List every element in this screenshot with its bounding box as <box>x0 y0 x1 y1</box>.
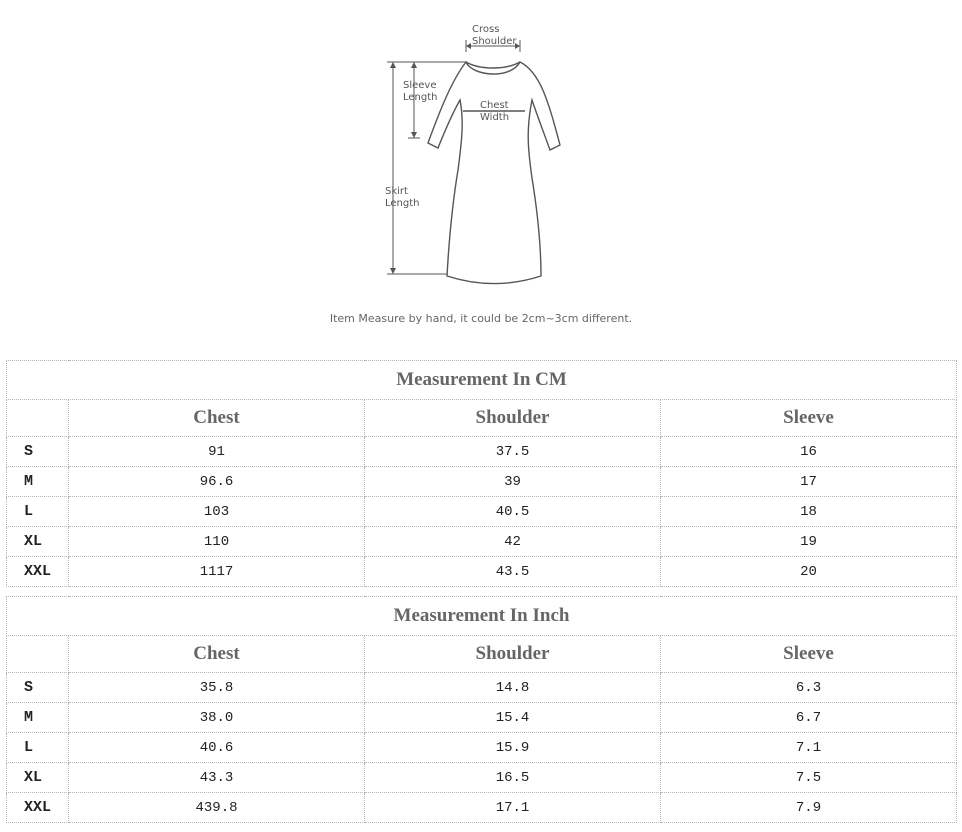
shoulder-cell: 17.1 <box>365 793 661 823</box>
chest-cell: 40.6 <box>69 733 365 763</box>
size-cell: L <box>7 497 69 527</box>
dress-outline <box>428 62 560 284</box>
size-cell: S <box>7 437 69 467</box>
cross-shoulder-label-2: Shoulder <box>472 36 517 47</box>
sleeve-cell: 7.5 <box>661 763 957 793</box>
shoulder-cell: 40.5 <box>365 497 661 527</box>
sleeve-cell: 20 <box>661 557 957 587</box>
sleeve-cell: 7.9 <box>661 793 957 823</box>
header-shoulder: Shoulder <box>365 400 661 437</box>
header-size <box>7 400 69 437</box>
chest-cell: 38.0 <box>69 703 365 733</box>
sleeve-cell: 7.1 <box>661 733 957 763</box>
dress-measurement-diagram <box>0 0 962 300</box>
chest-cell: 43.3 <box>69 763 365 793</box>
shoulder-cell: 39 <box>365 467 661 497</box>
table-title: Measurement In Inch <box>7 597 957 636</box>
neckline <box>466 62 520 68</box>
sleeve-cell: 17 <box>661 467 957 497</box>
sleeve-cell: 6.7 <box>661 703 957 733</box>
sleeve-length-label-2: Length <box>403 92 438 103</box>
sleeve-cell: 18 <box>661 497 957 527</box>
table-row <box>7 733 957 763</box>
size-cell: L <box>7 733 69 763</box>
shoulder-cell: 16.5 <box>365 763 661 793</box>
measurement-table-inch <box>6 596 957 823</box>
table-title: Measurement In CM <box>7 361 957 400</box>
size-cell: XXL <box>7 557 69 587</box>
chest-cell: 1117 <box>69 557 365 587</box>
shoulder-cell: 14.8 <box>365 673 661 703</box>
sleeve-cell: 6.3 <box>661 673 957 703</box>
chest-width-label-2: Width <box>480 112 510 123</box>
skirt-length-label-2: Length <box>385 198 420 209</box>
sleeve-cell: 16 <box>661 437 957 467</box>
size-cell: XL <box>7 763 69 793</box>
shoulder-cell: 37.5 <box>365 437 661 467</box>
chest-cell: 35.8 <box>69 673 365 703</box>
chest-cell: 96.6 <box>69 467 365 497</box>
table-row <box>7 557 957 587</box>
shoulder-cell: 15.4 <box>365 703 661 733</box>
measurement-note: Item Measure by hand, it could be 2cm~3cm different. <box>329 312 633 325</box>
cross-shoulder-label-1: Cross <box>472 24 500 35</box>
size-cell: XL <box>7 527 69 557</box>
header-chest: Chest <box>69 636 365 673</box>
chest-cell: 439.8 <box>69 793 365 823</box>
table-row <box>7 703 957 733</box>
chest-cell: 91 <box>69 437 365 467</box>
chest-width-label-1: Chest <box>480 100 509 111</box>
skirt-length-label-1: Skirt <box>385 186 408 197</box>
shoulder-cell: 42 <box>365 527 661 557</box>
size-cell: S <box>7 673 69 703</box>
table-row <box>7 467 957 497</box>
size-cell: XXL <box>7 793 69 823</box>
header-size <box>7 636 69 673</box>
measurement-table-cm <box>6 360 957 587</box>
sleeve-length-label-1: Sleeve <box>403 80 437 91</box>
shoulder-cell: 15.9 <box>365 733 661 763</box>
table-row <box>7 527 957 557</box>
chest-cell: 103 <box>69 497 365 527</box>
table-row <box>7 437 957 467</box>
table-row <box>7 673 957 703</box>
sleeve-cell: 19 <box>661 527 957 557</box>
header-shoulder: Shoulder <box>365 636 661 673</box>
table-row <box>7 763 957 793</box>
header-sleeve: Sleeve <box>661 636 957 673</box>
size-cell: M <box>7 703 69 733</box>
chest-cell: 110 <box>69 527 365 557</box>
header-chest: Chest <box>69 400 365 437</box>
shoulder-cell: 43.5 <box>365 557 661 587</box>
header-sleeve: Sleeve <box>661 400 957 437</box>
table-row <box>7 497 957 527</box>
table-row <box>7 793 957 823</box>
size-cell: M <box>7 467 69 497</box>
